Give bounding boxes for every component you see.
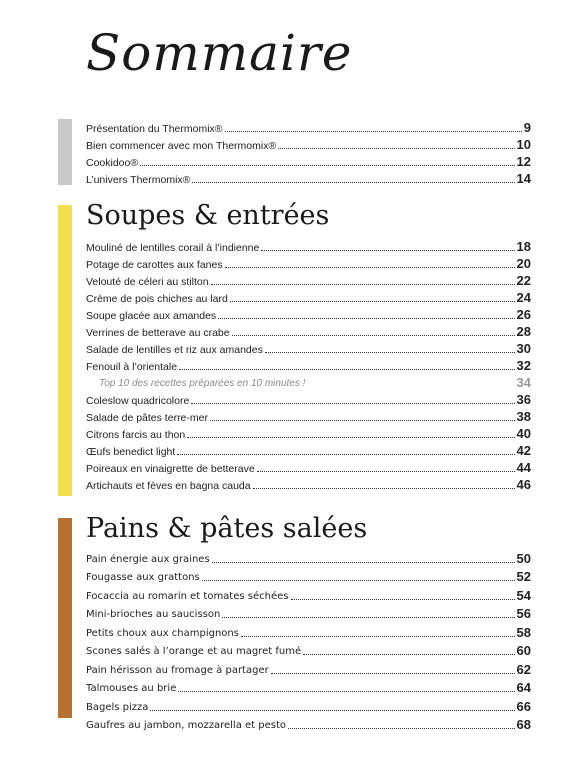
toc-entry[interactable] — [86, 304, 531, 321]
toc-entry[interactable] — [86, 676, 531, 695]
toc-entry-page: 34 — [516, 375, 531, 390]
section-bar-intro — [58, 119, 72, 185]
toc-entry-label: Top 10 des recettes préparées en 10 minutes ! — [99, 378, 306, 389]
toc-entry-label: Salade de lentilles et riz aux amandes — [86, 343, 263, 356]
toc-entry-page: 18 — [516, 239, 531, 254]
toc-entry[interactable] — [86, 583, 531, 602]
toc-leader-dots — [212, 562, 515, 563]
toc-entry-page: 44 — [516, 460, 531, 475]
toc-leader-dots — [192, 182, 514, 183]
toc-entry-page: 22 — [516, 273, 531, 288]
toc-entry-page: 66 — [516, 698, 531, 714]
toc-entry-label: Coleslow quadricolore — [86, 394, 190, 407]
toc-entry-page: 64 — [516, 680, 531, 695]
toc-entry-page: 40 — [516, 426, 531, 441]
toc-leader-dots — [191, 403, 514, 404]
toc-entry-label: Verrines de betterave au crabe — [86, 326, 230, 339]
toc-entry-page: 10 — [516, 137, 531, 152]
toc-entry-label: Artichauts et fèves en bagna cauda — [86, 479, 251, 492]
toc-leader-dots — [211, 284, 515, 285]
toc-leader-dots — [253, 488, 515, 489]
toc-entry[interactable] — [86, 355, 531, 372]
toc-entry[interactable] — [86, 546, 531, 565]
page-title: Sommaire — [86, 24, 353, 82]
toc-leader-dots — [265, 352, 515, 353]
toc-entry[interactable] — [86, 151, 531, 168]
toc-entry[interactable] — [86, 639, 531, 658]
toc-entry-page: 9 — [523, 120, 531, 135]
section-title-soupes: Soupes & entrées — [86, 200, 330, 231]
toc-entry[interactable] — [86, 602, 531, 621]
toc-entry-label: Cookidoo® — [86, 156, 139, 169]
toc-leader-dots — [291, 599, 515, 600]
toc-entry[interactable] — [86, 694, 531, 713]
section-bar-soupes — [58, 205, 72, 496]
toc-entry-label: Crème de pois chiches au lard — [86, 292, 228, 305]
toc-leader-dots — [232, 335, 515, 336]
toc-entry-label: Salade de pâtes terre-mer — [86, 411, 208, 424]
toc-entry-label: Poireaux en vinaigrette de betterave — [86, 462, 255, 475]
toc-entry-label: Œufs benedict light — [86, 445, 176, 458]
toc-entry-page: 46 — [516, 477, 531, 492]
toc-entry[interactable] — [86, 457, 531, 474]
toc-entry-page: 38 — [516, 409, 531, 424]
toc-entry[interactable] — [86, 270, 531, 287]
toc-entry[interactable] — [86, 713, 531, 732]
toc-entry[interactable] — [86, 372, 531, 389]
toc-entry[interactable] — [86, 620, 531, 639]
toc-entry-label: Petits choux aux champignons — [86, 627, 239, 639]
toc-entry-page: 56 — [516, 606, 531, 621]
toc-entry[interactable] — [86, 389, 531, 406]
toc-leader-dots — [178, 691, 514, 692]
toc-entry-label: Scones salés à l’orange et au magret fumé — [86, 646, 302, 657]
toc-leader-dots — [210, 420, 515, 421]
toc-entry[interactable] — [86, 657, 531, 676]
toc-entry-label: Mouliné de lentilles corail à l’indienne — [86, 241, 260, 254]
toc-leader-dots — [288, 728, 515, 729]
toc-entry-label: Présentation du Thermomix® — [86, 122, 223, 135]
toc-entry[interactable] — [86, 565, 531, 584]
toc-leader-dots — [241, 636, 515, 637]
toc-entry-label: Pain énergie aux graines — [86, 553, 210, 565]
toc-entry-page: 36 — [516, 392, 531, 407]
toc-entry-label: Soupe glacée aux amandes — [86, 309, 217, 322]
toc-entry-label: Focaccia au romarin et tomates séchées — [86, 590, 289, 602]
toc-leader-dots — [261, 250, 514, 251]
toc-entry-label: L’univers Thermomix® — [86, 173, 191, 186]
toc-entry-page: 60 — [516, 643, 531, 658]
toc-leader-dots — [278, 148, 514, 149]
toc-entry[interactable] — [86, 117, 531, 134]
toc-leader-dots — [225, 267, 515, 268]
toc-entry[interactable] — [86, 321, 531, 338]
pains-list — [86, 546, 531, 731]
toc-entry-page: 20 — [516, 256, 531, 271]
toc-leader-dots — [303, 654, 514, 655]
toc-leader-dots — [222, 617, 514, 618]
toc-entry-label: Velouté de céleri au stilton — [86, 275, 209, 288]
toc-leader-dots — [202, 580, 515, 581]
toc-entry[interactable] — [86, 253, 531, 270]
toc-entry[interactable] — [86, 440, 531, 457]
toc-entry-page: 52 — [516, 569, 531, 584]
toc-entry-label: Talmouses au brie — [86, 683, 177, 694]
toc-leader-dots — [179, 369, 514, 370]
toc-leader-dots — [230, 301, 515, 302]
toc-entry-page: 12 — [516, 154, 531, 169]
toc-leader-dots — [271, 673, 515, 674]
toc-entry-label: Fenouil à l’orientale — [86, 360, 178, 373]
toc-entry-label: Bagels pizza — [86, 701, 149, 713]
toc-entry-page: 58 — [516, 624, 531, 640]
toc-entry[interactable] — [86, 134, 531, 151]
toc-entry[interactable] — [86, 474, 531, 491]
toc-entry[interactable] — [86, 236, 531, 253]
toc-entry-label: Citrons farcis au thon — [86, 428, 186, 441]
toc-entry-page: 14 — [516, 171, 531, 186]
toc-entry-page: 50 — [516, 550, 531, 566]
toc-entry[interactable] — [86, 423, 531, 440]
section-title-pains: Pains & pâtes salées — [86, 513, 368, 544]
toc-entry[interactable] — [86, 406, 531, 423]
toc-entry-label: Fougasse aux grattons — [86, 572, 200, 583]
toc-leader-dots — [187, 437, 514, 438]
toc-entry-page: 28 — [516, 324, 531, 339]
toc-leader-dots — [225, 131, 522, 132]
toc-entry-page: 62 — [516, 661, 531, 677]
toc-entry-label: Gaufres au jambon, mozzarella et pesto — [86, 720, 287, 731]
toc-entry-page: 68 — [516, 717, 531, 732]
toc-entry-page: 32 — [516, 358, 531, 373]
toc-entry-page: 30 — [516, 341, 531, 356]
intro-list — [86, 117, 531, 185]
toc-entry-page: 54 — [516, 587, 531, 603]
toc-leader-dots — [150, 710, 514, 711]
toc-leader-dots — [140, 165, 514, 166]
soupes-list — [86, 236, 531, 491]
toc-entry-label: Bien commencer avec mon Thermomix® — [86, 139, 277, 152]
toc-entry-page: 24 — [516, 290, 531, 305]
toc-entry-label: Pain hérisson au fromage à partager — [86, 664, 269, 676]
toc-entry[interactable] — [86, 168, 531, 185]
toc-leader-dots — [257, 471, 515, 472]
toc-entry-page: 26 — [516, 307, 531, 322]
toc-leader-dots — [177, 454, 514, 455]
toc-entry-label: Potage de carottes aux fanes — [86, 258, 223, 271]
section-bar-pains — [58, 518, 72, 718]
toc-entry-label: Mini-brioches au saucisson — [86, 609, 221, 620]
toc-entry[interactable] — [86, 338, 531, 355]
toc-leader-dots — [218, 318, 514, 319]
toc-entry[interactable] — [86, 287, 531, 304]
toc-entry-page: 42 — [516, 443, 531, 458]
